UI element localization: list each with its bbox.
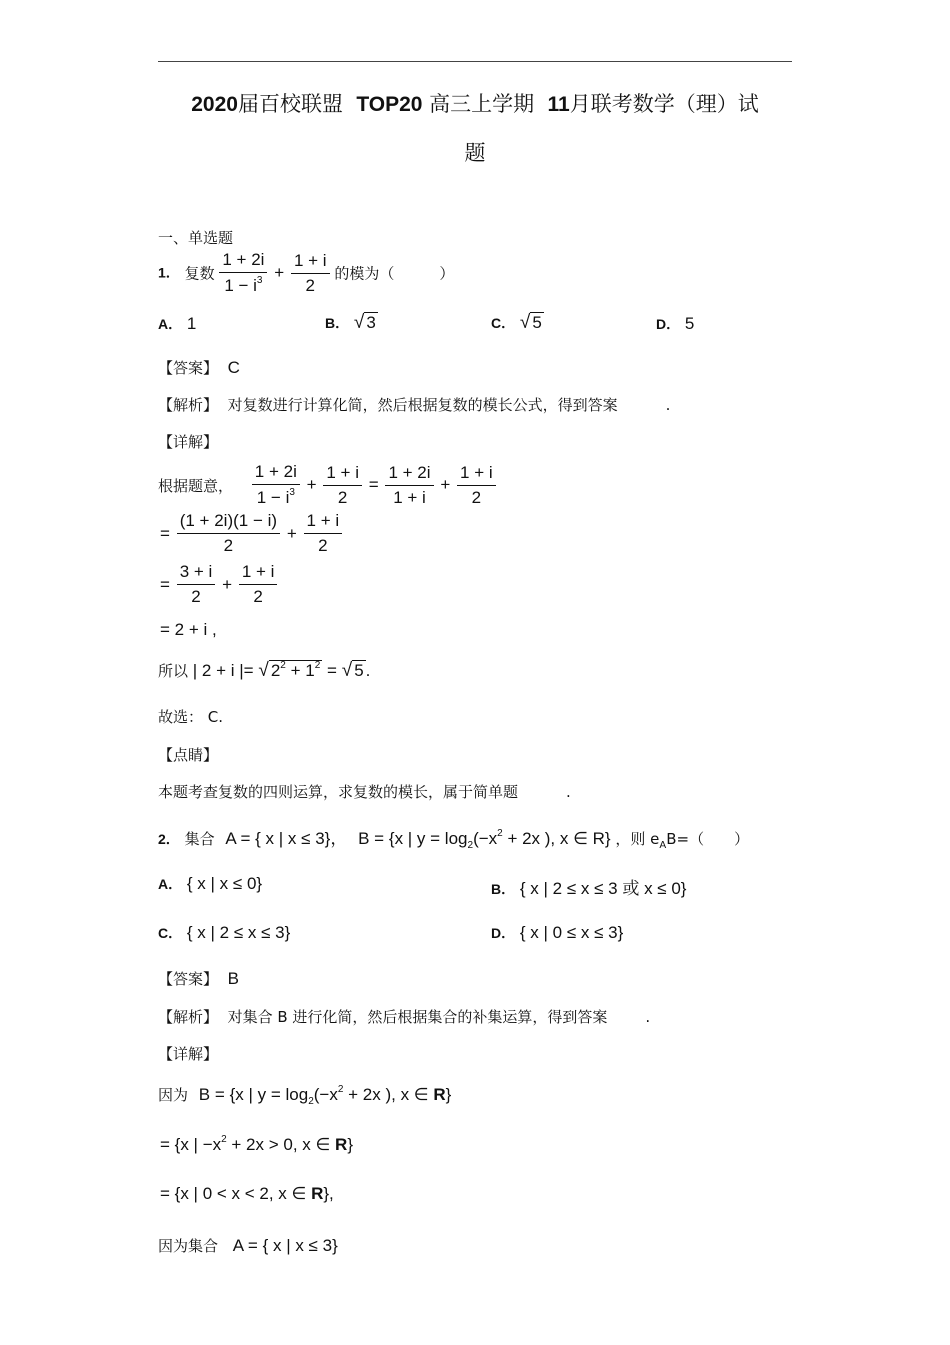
q2-option-d: D． { x | 0 ≤ x ≤ 3} <box>491 923 624 942</box>
section-heading: 一、单选题 <box>158 229 234 247</box>
page-title: 2020届百校联盟 TOP20 高三上学期 11月联考数学（理）试 <box>191 92 759 116</box>
q1-option-a: A． 1 <box>158 314 197 333</box>
sqrt-symbol: √ $2^2 + 1^2$ <box>258 660 321 681</box>
q2-answer: 【答案】 B <box>158 969 239 988</box>
fraction: $\frac{1 + 2i}{1 - i^3}$ <box>219 250 267 296</box>
q1-step-1: 根据题意， $\frac{1 + 2i}{1 - i^3}$ + $\frac{1 + i}{2}$ = $\frac{1 + 2i}{1 + i}$ + $\frac{1 + i}{2}$ <box>158 462 496 508</box>
q2-step-4: 因为集合 A = { x | x ≤ 3} <box>158 1236 338 1255</box>
q2-step-3: = {x | 0 < x < 2, x ∈ R}, <box>160 1184 334 1203</box>
q1-option-c: C． √ 5 <box>491 312 542 333</box>
q1-step-2: = $\frac{(1 + 2i)(1 - i)}{2}$ + $\frac{1 + i}{2}$ <box>158 511 342 556</box>
q1-detail-heading: 【详解】 <box>158 433 219 451</box>
question-number: 2． <box>158 831 180 847</box>
q1-step-4: = 2 + i , <box>160 620 217 639</box>
sqrt-symbol: √ 3 <box>353 312 376 333</box>
q1-analysis: 【解析】 对复数进行计算化简，然后根据复数的模长公式，得到答案 . <box>158 396 671 414</box>
q1-step-3: = $\frac{3 + i}{2}$ + $\frac{1 + i}{2}$ <box>158 562 277 607</box>
q2-analysis: 【解析】 对集合 B 进行化简，然后根据集合的补集运算，得到答案 . <box>158 1008 651 1026</box>
header-rule <box>158 61 792 62</box>
q1-option-b: B． √ 3 <box>325 312 376 333</box>
q1-choice: 故选： C. <box>158 708 224 726</box>
q1-point-text: 本题考查复数的四则运算，求复数的模长，属于简单题 . <box>158 783 571 801</box>
q2-option-c: C． { x | 2 ≤ x ≤ 3} <box>158 923 291 942</box>
q2-detail-heading: 【详解】 <box>158 1045 219 1063</box>
q1-answer: 【答案】 C <box>158 358 240 377</box>
fraction: $\frac{1 + i}{2}$ <box>291 251 330 296</box>
q2-step-1: 因为 B = {x | $y = \log_2(-x^2 + 2x$ ), x ∈ R} <box>158 1084 452 1107</box>
q2-option-a: A． { x | x ≤ 0} <box>158 874 263 893</box>
q1-modulus: 所以 | 2 + i |= √ $2^2 + 1^2$ = √ 5 . <box>158 660 371 681</box>
sqrt-symbol: √ 5 <box>519 312 542 333</box>
page-title-line2: 题 <box>464 141 486 165</box>
q2-step-2: = {x | $-x^2 + 2x > 0$, x ∈ R} <box>160 1134 354 1154</box>
sqrt-symbol: √ 5 <box>341 660 364 681</box>
question-number: 1． <box>158 264 180 281</box>
question-2: 2． 集合 A = { x | x ≤ 3}， B = {x | $y = \log_2(-x^2 + 2x$ ), x ∈ R} ，则 $e_AB=$（ ） <box>158 828 750 851</box>
question-1: 1． 复数 $\frac{1 + 2i}{1 - i^3}$ + $\frac{1 + i}{2}$ 的模为（ ） <box>158 250 455 295</box>
q2-option-b: B． { x | 2 ≤ x ≤ 3 或 x ≤ 0} <box>491 879 687 898</box>
q1-point-heading: 【点睛】 <box>158 746 219 764</box>
q1-option-d: D． 5 <box>656 314 695 333</box>
